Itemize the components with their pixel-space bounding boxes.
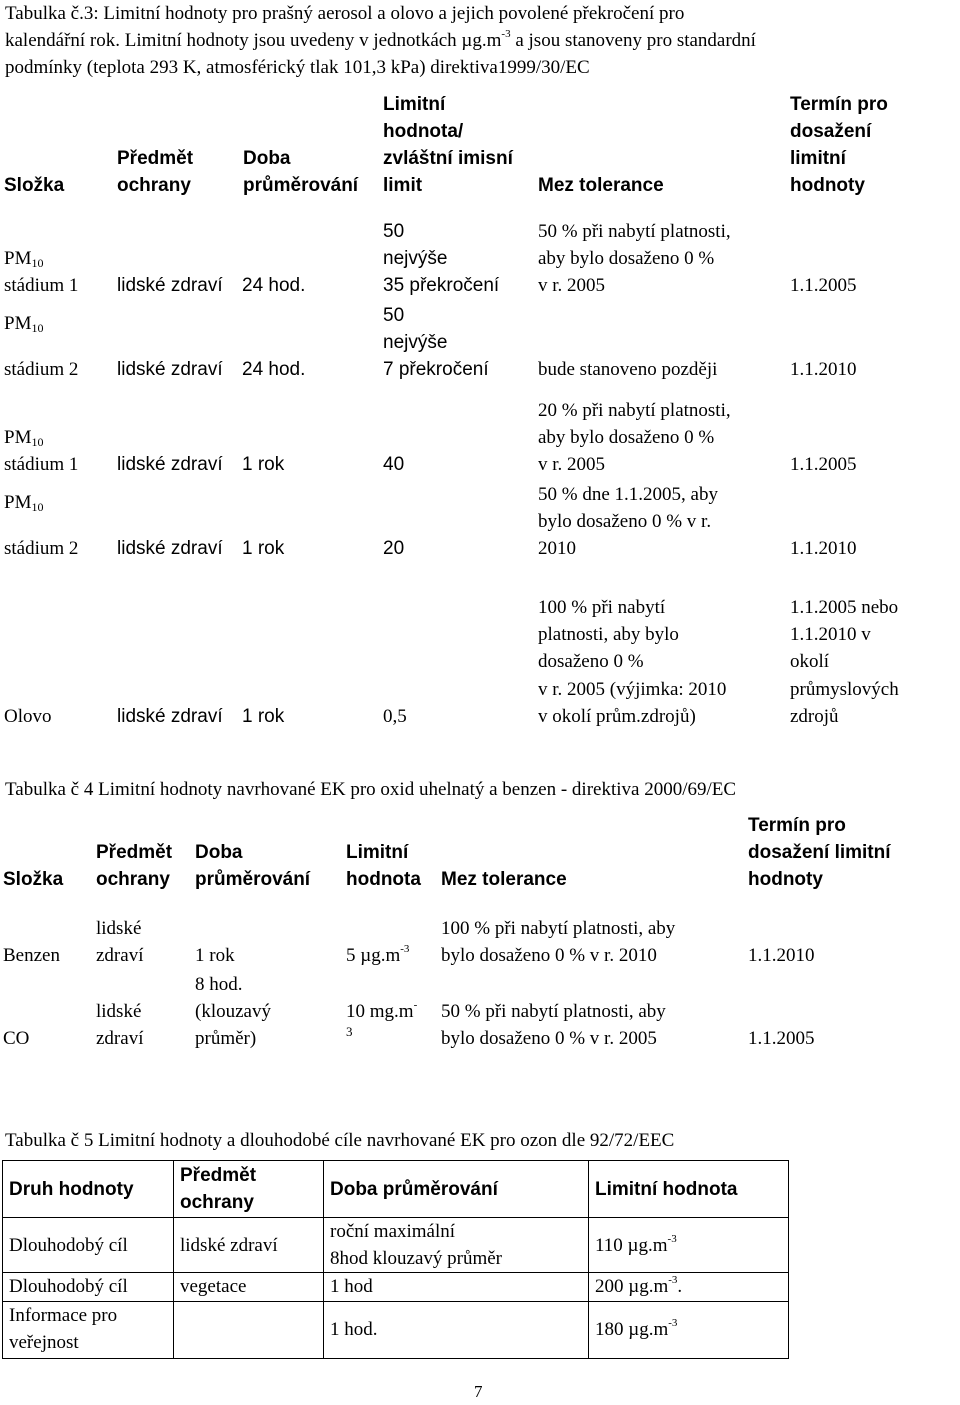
cell-predmet: zdraví <box>96 1028 144 1049</box>
header-slozka: Složka <box>4 175 65 196</box>
cell-limit: 50 <box>383 221 405 242</box>
cell-limit: 7 překročení <box>383 359 489 380</box>
header-termin: dosažení <box>790 121 872 142</box>
cell-termin: průmyslových <box>790 679 899 700</box>
cell-limit: 10 mg.m- <box>346 999 418 1022</box>
cell-mez: bylo dosaženo 0 % v r. 2005 <box>441 1028 657 1049</box>
cell-limit: nejvýše <box>383 248 448 269</box>
header-limit: Limitní <box>383 94 446 115</box>
cell-limit: 5 $\mu g.m^{-3}$ <box>346 943 410 966</box>
header-termin: Termín pro <box>790 94 888 115</box>
cell-stadium: stádium 2 <box>4 538 79 559</box>
cell-predmet: lidské zdraví <box>117 275 223 296</box>
caption-line: kalendářní rok. Limitní hodnoty jsou uvedeny v jednotkách $\mu g.m^{-3}$ a jsou stanoveny pro standardní <box>5 28 756 51</box>
header-limit: hodnota/ <box>383 121 464 142</box>
cell-stadium: stádium 1 <box>4 454 79 475</box>
header-termin: Termín pro <box>748 815 846 836</box>
header-predmet: Předmět <box>96 842 173 863</box>
header-limit: Limitní <box>346 842 409 863</box>
cell-mez: v okolí prům.zdrojů) <box>538 706 696 727</box>
header-termin: dosažení limitní <box>748 842 891 863</box>
header-predmet: ochrany <box>117 175 191 196</box>
grid-line <box>2 1301 789 1302</box>
cell-mez: bylo dosaženo 0 % v r. 2010 <box>441 945 657 966</box>
cell-druh: veřejnost <box>9 1332 79 1353</box>
header-predmet: Předmět <box>117 148 194 169</box>
cell-limit: 3 <box>346 1024 353 1039</box>
cell-druh: Dlouhodobý cíl <box>9 1276 128 1297</box>
cell-predmet: vegetace <box>180 1276 247 1297</box>
header-predmet: Předmět <box>180 1165 257 1186</box>
cell-slozka: $PM_{10}$ <box>4 492 44 514</box>
cell-termin: 1.1.2005 <box>790 275 857 296</box>
cell-mez: 100 % při nabytí platnosti, aby <box>441 918 676 939</box>
cell-termin: 1.1.2005 <box>790 454 857 475</box>
cell-mez: 50 % při nabytí platnosti, aby <box>441 1001 666 1022</box>
grid-line <box>173 1160 174 1359</box>
cell-mez: bude stanoveno později <box>538 359 718 380</box>
cell-mez: v r. 2005 (výjimka: 2010 <box>538 679 727 700</box>
header-doba: průměrování <box>195 869 311 890</box>
cell-druh: Informace pro <box>9 1305 118 1326</box>
cell-mez: bylo dosaženo 0 % v r. <box>538 511 712 532</box>
grid-line <box>2 1160 3 1359</box>
cell-slozka: $PM_{10}$ <box>4 248 44 270</box>
table4-caption: Tabulka č 4 Limitní hodnoty navrhované EK pro oxid uhelnatý a benzen - direktiva 2000/69/EC <box>5 779 737 800</box>
cell-mez: 2010 <box>538 538 576 559</box>
grid-line <box>2 1358 789 1359</box>
cell-doba: 8 hod. <box>195 974 243 995</box>
cell-termin: 1.1.2005 <box>748 1028 815 1049</box>
caption-line: podmínky (teplota 293 K, atmosférický tlak 101,3 kPa) direktiva1999/30/EC <box>5 57 590 78</box>
cell-predmet: lidské zdraví <box>117 706 223 727</box>
cell-limit: 0,5 <box>383 706 407 727</box>
cell-slozka: $PM_{10}$ <box>4 313 44 335</box>
cell-termin: 1.1.2010 <box>790 359 857 380</box>
cell-mez: aby bylo dosaženo 0 % <box>538 427 715 448</box>
cell-doba: 8hod klouzavý průměr <box>330 1248 503 1269</box>
cell-predmet: lidské zdraví <box>117 538 223 559</box>
cell-termin: okolí <box>790 651 830 672</box>
table5-caption: Tabulka č 5 Limitní hodnoty a dlouhodobé cíle navrhované EK pro ozon dle 92/72/EEC <box>5 1130 675 1151</box>
header-predmet: ochrany <box>180 1192 254 1213</box>
header-druh: Druh hodnoty <box>9 1179 134 1200</box>
cell-termin: 1.1.2010 v <box>790 624 871 645</box>
cell-limit: 40 <box>383 454 405 475</box>
cell-doba: 1 rok <box>242 454 285 475</box>
caption-line: Tabulka č.3: Limitní hodnoty pro prašný aerosol a olovo a jejich povolené překročení pro <box>5 3 685 24</box>
cell-predmet: zdraví <box>96 945 144 966</box>
cell-limit: 50 <box>383 305 405 326</box>
cell-limit: 20 <box>383 538 405 559</box>
cell-doba: (klouzavý <box>195 1001 271 1022</box>
cell-doba: roční maximální <box>330 1221 456 1242</box>
cell-termin: 1.1.2010 <box>748 945 815 966</box>
header-doba: Doba <box>243 148 291 169</box>
header-limit: limit <box>383 175 423 196</box>
header-slozka: Složka <box>3 869 64 890</box>
cell-predmet: lidské zdraví <box>180 1235 278 1256</box>
header-termin: hodnoty <box>790 175 865 196</box>
cell-slozka: CO <box>3 1028 30 1049</box>
cell-limit: nejvýše <box>383 332 448 353</box>
cell-termin: 1.1.2010 <box>790 538 857 559</box>
header-mez: Mez tolerance <box>441 869 567 890</box>
cell-stadium: stádium 2 <box>4 359 79 380</box>
cell-mez: aby bylo dosaženo 0 % <box>538 248 715 269</box>
cell-doba: 1 hod <box>330 1276 373 1297</box>
grid-line <box>788 1160 789 1359</box>
cell-termin: 1.1.2005 nebo <box>790 597 899 618</box>
header-termin: hodnoty <box>748 869 823 890</box>
grid-line <box>588 1160 589 1359</box>
cell-doba: 1 hod. <box>330 1319 378 1340</box>
cell-doba: 24 hod. <box>242 359 306 380</box>
cell-doba: průměr) <box>195 1028 257 1049</box>
cell-druh: Dlouhodobý cíl <box>9 1235 128 1256</box>
header-limit: Limitní hodnota <box>595 1179 738 1200</box>
cell-doba: 1 rok <box>242 706 285 727</box>
cell-doba: 24 hod. <box>242 275 306 296</box>
header-doba: průměrování <box>243 175 359 196</box>
cell-mez: 50 % při nabytí platnosti, <box>538 221 731 242</box>
cell-predmet: lidské <box>96 1001 142 1022</box>
cell-mez: 20 % při nabytí platnosti, <box>538 400 731 421</box>
header-termin: limitní <box>790 148 846 169</box>
cell-termin: zdrojů <box>790 706 839 727</box>
page-number: 7 <box>474 1382 483 1401</box>
cell-mez: dosaženo 0 % <box>538 651 644 672</box>
cell-mez: platnosti, aby bylo <box>538 624 679 645</box>
cell-mez: 100 % při nabytí <box>538 597 666 618</box>
cell-limit: 200 $\mu g.m^{-3}$. <box>595 1274 683 1297</box>
grid-line <box>323 1160 324 1359</box>
cell-mez: 50 % dne 1.1.2005, aby <box>538 484 718 505</box>
cell-limit: 110 $\mu g.m^{-3}$ <box>595 1233 677 1256</box>
cell-doba: 1 rok <box>242 538 285 559</box>
cell-doba: 1 rok <box>195 945 235 966</box>
cell-stadium: stádium 1 <box>4 275 79 296</box>
header-predmet: ochrany <box>96 869 170 890</box>
cell-limit: 180 $\mu g.m^{-3}$ <box>595 1317 678 1340</box>
header-doba: Doba průměrování <box>330 1179 498 1200</box>
header-limit: hodnota <box>346 869 421 890</box>
table3-caption <box>5 0 955 81</box>
cell-predmet: lidské zdraví <box>117 359 223 380</box>
grid-line <box>2 1160 789 1161</box>
cell-mez: v r. 2005 <box>538 454 606 475</box>
header-limit: zvláštní imisní <box>383 148 513 169</box>
header-doba: Doba <box>195 842 243 863</box>
cell-predmet: lidské zdraví <box>117 454 223 475</box>
cell-slozka: Olovo <box>4 706 52 727</box>
cell-limit: 35 překročení <box>383 275 500 296</box>
cell-mez: v r. 2005 <box>538 275 606 296</box>
cell-predmet: lidské <box>96 918 142 939</box>
cell-slozka: $PM_{10}$ <box>4 427 44 449</box>
cell-slozka: Benzen <box>3 945 60 966</box>
header-mez: Mez tolerance <box>538 175 664 196</box>
